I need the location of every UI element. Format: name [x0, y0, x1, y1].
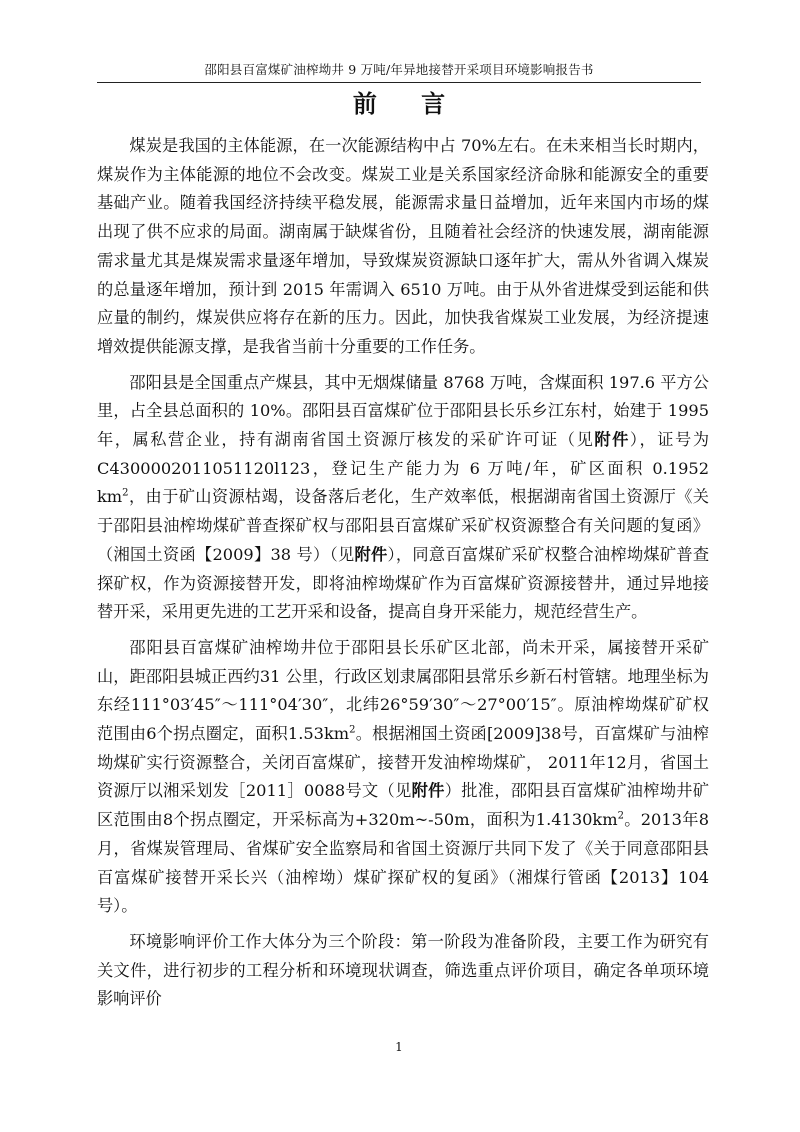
paragraph-1: 煤炭是我国的主体能源，在一次能源结构中占 70%左右。在未来相当长时期内，煤炭作为主体能源的地位不会改变。煤炭工业是关系国家经济命脉和能源安全的重要基础产业。随着我国经济持续平稳发展，能源需求量日益增加，近年来国内市场的煤出现了供不应求的局面。湖南属于缺煤省份，且随着社会经济的快速发展，湖南能源需求量尤其是煤炭需求量逐年增加，导致煤炭资源缺口逐年扩大，需从外省调入煤炭的总量逐年增加，预计到 2015 年需调入 6510 万吨。由于从外省进煤受到运能和供应量的制约，煤炭供应将存在新的压力。因此，加快我省煤炭工业发展，为经济提速增效提供能源支撑，是我省当前十分重要的工作任务。	[97, 136, 709, 356]
paragraph-2	[97, 369, 709, 627]
header-rule	[97, 82, 701, 83]
paragraph-2-part-a: 邵阳县是全国重点产煤县，其中无烟煤储量 8768 万吨，含煤面积 197.6 平方公里，占全县总面积的 10%。邵阳县百富煤矿位于邵阳县长乐乡江东村，始建于 1995 年，属私营企业，持有湖南省国土资源厅核发的采矿许可证（见	[97, 372, 709, 450]
paragraph-3-part-e: 。2013年8月，省煤炭管理局、省煤矿安全监察局和省国土资源厅共同下发了《关于同意邵阳县百富煤矿接替开采长兴（油榨坳）煤矿探矿权的复函》（湘煤行管函【2013】104号）。	[97, 810, 710, 916]
body-text	[97, 132, 709, 1021]
paragraph-2-part-c: ），证号为 C4300002011051120l123，登记生产能力为 6 万吨/年，矿区面积 0.1952 km	[97, 430, 710, 507]
paragraph-3-part-d: ）批准，邵阳县百富煤矿油榨坳井矿区范围由8个拐点圈定，开采标高为+320m~-50m，面积为1.4130km	[97, 781, 709, 830]
paragraph-3-part-a: 邵阳县百富煤矿油榨坳井位于邵阳县长乐矿区北部，尚未开采，属接替开采矿山，距邵阳县城正西约31 公里，行政区划隶属邵阳县常乐乡新石村管辖。地理坐标为东经111°03′45″～111°04′30″，北纬26°59′30″～27°00′15″。原油榨坳煤矿矿权范围由6个拐点圈定，面积1.53km	[97, 637, 709, 744]
section-title: 前 言	[352, 89, 464, 118]
appendix-reference: 附件	[411, 781, 445, 801]
appendix-reference: 附件	[354, 544, 388, 564]
running-header: 邵阳县百富煤矿油榨坳井 9 万吨/年异地接替开采项目环境影响报告书	[204, 62, 594, 77]
paragraph-2-part-f: ），同意百富煤矿采矿权整合油榨坳煤矿普查探矿权，作为资源接替开发，即将油榨坳煤矿作为百富煤矿资源接替井，通过异地接替开采，采用更先进的工艺开采和设备，提高自身开采能力，规范经营生产。	[97, 544, 710, 622]
paragraph-3-part-b: 。根据湘国土资函[2009]38号，百富煤矿与油榨坳煤矿实行资源整合，关闭百富煤矿，接替开发油榨坳煤矿， 2011年12月，省国土资源厅以湘采划发［2011］0088号文（见	[97, 724, 709, 801]
appendix-reference: 附件	[594, 430, 630, 450]
paragraph-4: 环境影响评价工作大体分为三个阶段：第一阶段为准备阶段，主要工作为研究有关文件，进行初步的工程分析和环境现状调查，筛选重点评价项目，确定各单项环境影响评价	[97, 931, 709, 1009]
superscript: 2	[349, 724, 356, 736]
superscript: 2	[617, 810, 624, 822]
superscript: 2	[122, 488, 129, 500]
page-number: 1	[395, 1040, 403, 1054]
paragraph-3	[97, 634, 709, 921]
paragraph-2-part-d: ，由于矿山资源枯竭，设备落后老化，生产效率低，根据湖南省国土资源厅《关于邵阳县油榨坳煤矿普查探矿权与邵阳县百富煤矿采矿权资源整合有关问题的复函》（湘国土资函【2009】38 号）（见	[97, 487, 709, 564]
